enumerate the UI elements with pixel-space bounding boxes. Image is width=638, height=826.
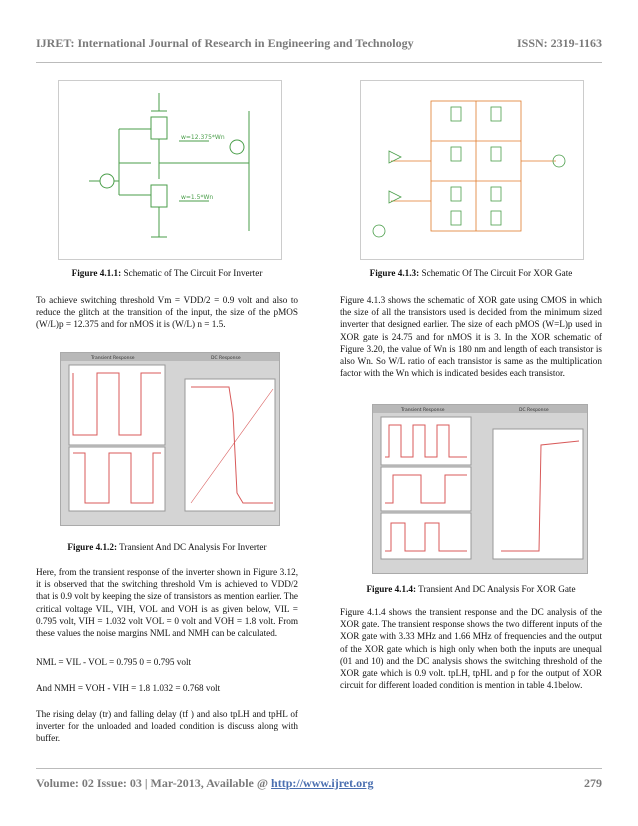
figure-4-1-1-schematic — [58, 80, 282, 260]
footer-volume — [36, 776, 373, 791]
paragraph-text: And NMH = VOH - VIH = 1.8 1.032 = 0.768 volt — [36, 683, 221, 693]
paragraph — [340, 294, 602, 379]
caption-text: Schematic Of The Circuit For XOR Gate — [419, 268, 573, 278]
caption-text: Transient And DC Analysis For XOR Gate — [416, 584, 576, 594]
issn: ISSN: 2319-1163 — [516, 36, 602, 50]
running-header — [36, 36, 602, 54]
caption-label: Figure 4.1.3: — [369, 268, 420, 278]
paragraph — [36, 708, 298, 745]
paragraph — [36, 566, 298, 639]
equation-nml — [36, 656, 298, 668]
paragraph-text: Figure 4.1.3 shows the schematic of XOR gate using CMOS in which the size of all the transistors used is decided from the minimum sized inverter that designed earlier. The size of each pMOS (W=L)p used in XOR gate is 24.75 and for nMOS it is 3. In the XOR schematic of Figure 3.20, the value of Wn is 180 nm and length of each transistor is also Wn. So W/L ratio of each transistor is same as the multiplication factor with the Wn which is indicated besides each transistor. — [340, 295, 602, 379]
caption-text: Schematic of The Circuit For Inverter — [121, 268, 263, 278]
journal-title: IJRET: International Journal of Research in Engineering and Technology — [36, 36, 414, 50]
paragraph-text: Figure 4.1.4 shows the transient response and the DC analysis of the XOR gate. The transient response shows the two different inputs of the XOR gate with 3.33 MHz and 1.66 MHz of frequencies and the output of the XOR gate which is high only when both the inputs are unequal (01 and 10) and the DC analysis shows the switching threshold of the XOR gate which is 0.9 volt. tpLH, tpHL and p for the output of XOR circuit for different loaded condition is mention in table 4.1below. — [340, 607, 602, 691]
figure-4-1-2-caption — [36, 542, 298, 552]
inverter-analysis-image — [61, 353, 279, 525]
caption-text: Transient And DC Analysis For Inverter — [117, 542, 267, 552]
figure-4-1-4-plots — [372, 404, 588, 574]
transient-panel-title: Transient Response — [91, 356, 135, 361]
figure-4-1-2-plots — [60, 352, 280, 526]
dc-panel-title: DC Response — [519, 408, 549, 413]
paragraph-text: The rising delay (tr) and falling delay (tf ) and also tpLH and tpHL of inverter for the unloaded and loaded condition is discuss along with buffer. — [36, 709, 298, 744]
caption-label: Figure 4.1.1: — [71, 268, 122, 278]
figure-4-1-3-caption — [340, 268, 602, 278]
caption-label: Figure 4.1.2: — [67, 542, 118, 552]
paragraph-text: Here, from the transient response of the inverter shown in Figure 3.12, it is observed that the switching threshold Vm is achieved to VDD/2 that is 0.9 volt by keeping the size of transistors as mention earlier. The critical voltage VIL, VIH, VOL and VOH is as given below, VIL = 0.795 volt, VIH = 1.032 volt VOL = 0 volt and VOH = 1.8 volt. From these values the noise margins NML and NMH can be calculated. — [36, 567, 298, 639]
figure-4-1-3-schematic — [360, 80, 584, 260]
header-rule — [36, 62, 602, 63]
figure-4-1-1-caption — [36, 268, 298, 278]
paragraph — [36, 294, 298, 331]
xor-schematic-image — [361, 81, 583, 259]
figure-4-1-4-caption — [340, 584, 602, 594]
footer-rule — [36, 768, 602, 769]
caption-label: Figure 4.1.4: — [366, 584, 417, 594]
running-footer — [36, 776, 602, 794]
journal-link[interactable]: http://www.ijret.org — [271, 776, 374, 790]
paragraph — [340, 606, 602, 691]
inverter-schematic-image — [59, 81, 281, 259]
nmos-size-label: w=1.5*Wn — [181, 194, 214, 201]
footer-volume-text: Volume: 02 Issue: 03 | Mar-2013, Available @ — [36, 776, 272, 790]
paragraph-text: To achieve switching threshold Vm = VDD/2 = 0.9 volt and also to reduce the glitch at the transition of the input, the size of the pMOS (W/L)p = 12.375 and for nMOS it is (W/L) n = 1.5. — [36, 295, 298, 330]
paragraph-text: NML = VIL - VOL = 0.795 0 = 0.795 volt — [36, 657, 192, 667]
equation-nmh — [36, 682, 298, 694]
dc-panel-title: DC Response — [211, 356, 241, 361]
page-number: 279 — [584, 776, 602, 790]
pmos-size-label: w=12.375*Wn — [181, 134, 225, 141]
transient-panel-title: Transient Response — [401, 408, 445, 413]
xor-analysis-image — [373, 405, 587, 573]
